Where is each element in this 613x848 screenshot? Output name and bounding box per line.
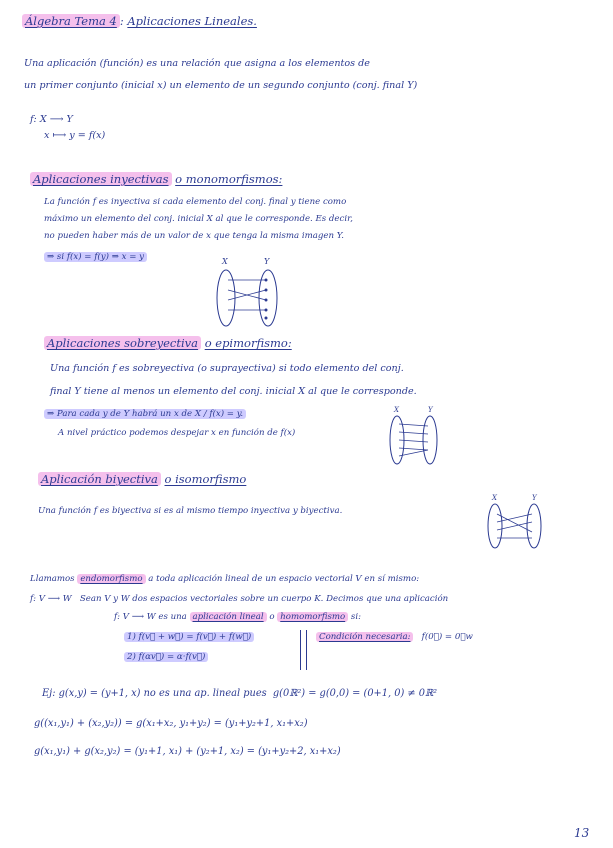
page-title: Álgebra Tema 4 : Aplicaciones Lineales.: [22, 14, 257, 28]
endo-line-3-hl2: homomorfismo: [277, 612, 348, 622]
endo-line-1-hl: endomorfismo: [77, 574, 145, 584]
example-line-1-a: Ej: g(x,y) = (y+1, x) no es una ap. lineal pues: [42, 688, 267, 699]
endo-line-3-a: f: V ⟶ W es una: [114, 612, 187, 622]
diagram-y-label-3: Y: [532, 494, 537, 502]
surjective-diagram: [384, 404, 444, 468]
example-line-2: g((x₁,y₁) + (x₂,y₂)) = g(x₁+x₂, y₁+y₂) = (y₁+y₂+1, x₁+x₂): [34, 718, 308, 729]
endo-line-3: [114, 612, 361, 622]
linear-cond-2-text: 2) f(αv⃗) = α·f(v⃗): [124, 652, 208, 662]
diagram-y-label: Y: [264, 257, 270, 266]
bij-heading-rest: o isomorfismo: [164, 472, 247, 486]
inj-heading-hl: Aplicaciones inyectivas: [30, 172, 172, 186]
endo-line-2-a: f: V ⟶ W: [30, 594, 72, 604]
page-number: 13: [574, 826, 590, 840]
intro-line-2: un primer conjunto (inicial x) un elemento de un segundo conjunto (conj. final Y): [24, 80, 418, 91]
endo-line-1-a: Llamamos: [30, 574, 75, 584]
sob-line-4: A nivel práctico podemos despejar x en función de f(x): [58, 428, 296, 438]
sob-heading: [44, 336, 292, 350]
sob-line-2: final Y tiene al menos un elemento del conj. inicial X al que le corresponde.: [50, 386, 417, 397]
bijective-diagram: [480, 492, 550, 554]
diagram-x-label: X: [222, 257, 228, 266]
example-line-1-b: g(0ℝ²) = g(0,0) = (0+1, 0) ≠ 0ℝ²: [272, 688, 438, 699]
endo-line-3-b: o: [269, 612, 275, 622]
title-topic: Álgebra Tema 4: [22, 14, 120, 28]
diagram-y-label-2: Y: [428, 406, 433, 414]
title-subtitle: Aplicaciones Lineales.: [127, 14, 257, 28]
sob-line-3-text: ⇒ Para cada y de Y habrá un x de X / f(x) = y.: [44, 409, 246, 419]
necessary-condition-label: Condición necesaria:: [316, 632, 413, 642]
example-line-3: g(x₁,y₁) + g(x₂,y₂) = (y₁+1, x₁) + (y₂+1, x₂) = (y₁+y₂+2, x₁+x₂): [34, 746, 341, 757]
endo-line-2: [30, 594, 448, 604]
example-line-1: [42, 688, 437, 699]
endo-line-1: [30, 574, 419, 584]
endo-line-2-b: Sean V y W dos espacios vectoriales sobre un cuerpo K. Decimos que una aplicación: [79, 594, 449, 604]
endo-line-3-hl: aplicación lineal: [190, 612, 267, 622]
inj-line-2: máximo un elemento del conj. inicial X al que le corresponde. Es decir,: [44, 214, 353, 224]
func-line-2: x ⟼ y = f(x): [44, 130, 106, 141]
func-line-1: f: X ⟶ Y: [30, 114, 73, 125]
diagram-x-label-2: X: [394, 406, 399, 414]
linear-cond-1-text: 1) f(v⃗ + w⃗) = f(v⃗) + f(w⃗): [124, 632, 254, 642]
bij-heading-hl: Aplicación biyectiva: [38, 472, 161, 486]
sob-line-3: [44, 409, 246, 419]
inj-line-1: La función f es inyectiva si cada elemento del conj. final y tiene como: [44, 197, 347, 207]
intro-line-1: Una aplicación (función) es una relación que asigna a los elementos de: [24, 58, 370, 69]
linear-cond-1: [124, 632, 254, 642]
necessary-condition-expr: f(0⃗) = 0⃗w: [421, 632, 473, 642]
endo-line-1-b: a toda aplicación lineal de un espacio vectorial V en sí mismo:: [148, 574, 420, 584]
bij-heading: [38, 472, 246, 486]
inj-heading: [30, 172, 282, 186]
linear-cond-2: [124, 652, 208, 662]
inj-heading-rest: o monomorfismos:: [175, 172, 283, 186]
sob-heading-hl: Aplicaciones sobreyectiva: [44, 336, 201, 350]
necessary-condition: [316, 632, 473, 642]
endo-line-3-c: si:: [350, 612, 361, 622]
diagram-x-label-3: X: [492, 494, 497, 502]
inj-cond-text: ⇒ si f(x) = f(y) ⇒ x = y: [44, 252, 147, 262]
injective-diagram: [208, 256, 288, 330]
inj-cond: [44, 252, 147, 262]
sob-heading-rest: o epimorfismo:: [204, 336, 292, 350]
bij-line-1: Una función f es biyectiva si es al mismo tiempo inyectiva y biyectiva.: [38, 506, 343, 516]
inj-line-3: no pueden haber más de un valor de x que tenga la misma imagen Y.: [44, 231, 345, 241]
sob-line-1: Una función f es sobreyectiva (o suprayectiva) si todo elemento del conj.: [50, 363, 404, 374]
divider-bars: [300, 630, 307, 670]
